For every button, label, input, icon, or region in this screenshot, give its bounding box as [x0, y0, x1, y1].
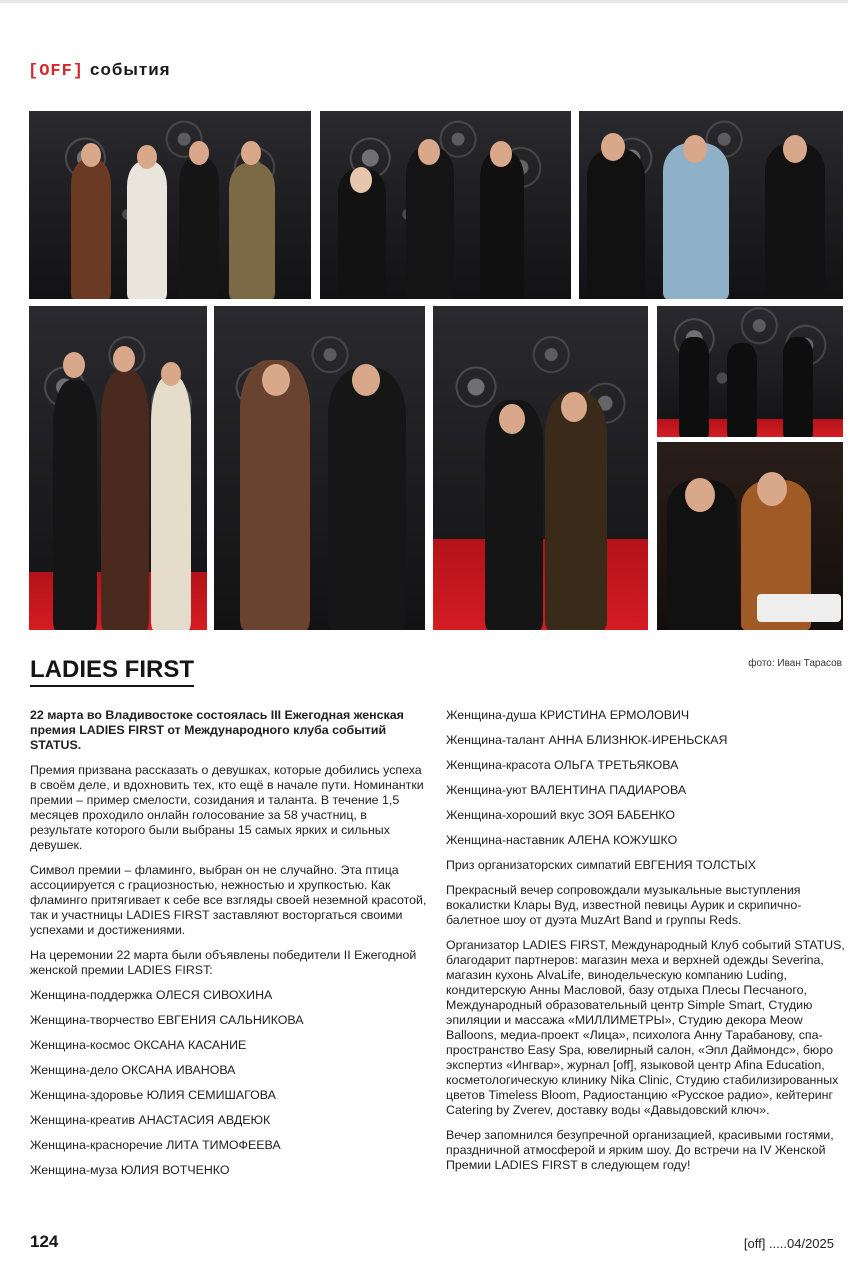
magazine-brand: [OFF] — [28, 62, 85, 81]
article-paragraph: Вечер запомнился безупречной организацией, красивыми гостями, праздничной атмосферой и ярким шоу. До встречи на IV Женской Премии LADIES FIRST в следующем году! — [446, 1128, 834, 1172]
photo-three-women-diploma — [29, 306, 207, 630]
section-header — [28, 60, 171, 81]
article-title: LADIES FIRST — [30, 656, 194, 687]
issue-label: [off] .....04/2025 — [743, 1236, 834, 1251]
page-number: 124 — [30, 1232, 59, 1251]
article-column-right — [446, 708, 846, 1183]
winner-item: Женщина-наставник АЛЕНА КОЖУШКО — [446, 833, 678, 847]
photo-flamingo-awards — [433, 306, 648, 630]
winner-item: Женщина-талант АННА БЛИЗНЮК-ИРЕНЬСКАЯ — [446, 733, 728, 747]
winner-item: Женщина-хороший вкус ЗОЯ БАБЕНКО — [446, 808, 676, 822]
article-column-left — [30, 708, 430, 1188]
photo-award-presenter — [579, 111, 843, 299]
winner-item: Женщина-уют ВАЛЕНТИНА ПАДИАРОВА — [446, 783, 687, 797]
winner-item: Женщина-дело ОКСАНА ИВАНОВА — [30, 1063, 236, 1077]
winner-item: Женщина-красноречие ЛИТА ТИМОФЕЕВА — [30, 1138, 281, 1152]
article-paragraph: Символ премии – фламинго, выбран он не случайно. Эта птица ассоциируется с грациозностью, нежностью и хрупкостью. Как фламинго притягивает к себе все взгляды своей неземной красотой, так и участницы LADIES FIRST заставляют восторгаться своими успехами и достижениями. — [30, 863, 427, 937]
article-lead: 22 марта во Владивостоке состоялась III Ежегодная женская премия LADIES FIRST от Международного клуба событий STATUS. — [30, 708, 404, 752]
winner-item: Женщина-муза ЮЛИЯ ВОТЧЕНКО — [30, 1163, 230, 1177]
article-paragraph: Премия призвана рассказать о девушках, которые добились успеха в своём деле, и вдохновить тех, кто ещё в начале пути. Номинантки премии – пример смелости, созидания и таланта. В течение 1,5 месяцев проходило онлайн голосование за 58 участниц, в результате которого были выбраны 15 самых ярких и сильных девушек. — [30, 763, 424, 852]
section-name: события — [90, 60, 171, 79]
photo-credit: фото: Иван Тарасов — [748, 658, 842, 669]
winner-item: Женщина-здоровье ЮЛИЯ СЕМИШАГОВА — [30, 1088, 276, 1102]
top-divider — [0, 0, 848, 3]
article-paragraph: Организатор LADIES FIRST, Международный Клуб событий STATUS, благодарит партнеров: магазин меха и верхней одежды Severina, магазин кухонь AlvaLife, винодельческую компанию Luding, кондитерскую Анны Масловой, базу отдыха Плесы Песчаного, Международный образовательный центр Simple Smart, Студию эпиляции и массажа «МИЛЛИМЕТРЫ», Студию декора Meow Balloons, медиа-проект «Лица», психолога Анну Тарабанову, спа-пространство Easy Spa, ювелирный салон, «Эпл Даймондс», бюро экспертиз «Ингвар», журнал [off], языковой центр Afina Education, косметологическую клинику Nika Clinic, Студию стабилизированных цветов Timeless Bloom, Радиостанцию «Русское радио», кейтеринг Catering by Zverev, доставку воды «Давыдовский ключ». — [446, 938, 845, 1117]
winner-item: Женщина-красота ОЛЬГА ТРЕТЬЯКОВА — [446, 758, 679, 772]
winner-item: Женщина-креатив АНАСТАСИЯ АВДЕЮК — [30, 1113, 271, 1127]
winner-item: Приз организаторских симпатий ЕВГЕНИЯ ТОЛСТЫХ — [446, 858, 756, 872]
photo-award-group-three — [320, 111, 571, 299]
photo-two-women — [214, 306, 425, 630]
photo-award-group-four — [29, 111, 311, 299]
winner-item: Женщина-космос ОКСАНА КАСАНИЕ — [30, 1038, 247, 1052]
winner-item: Женщина-творчество ЕВГЕНИЯ САЛЬНИКОВА — [30, 1013, 304, 1027]
winner-item: Женщина-поддержка ОЛЕСЯ СИВОХИНА — [30, 988, 273, 1002]
photo-guests-table — [657, 442, 843, 630]
article-paragraph: На церемонии 22 марта были объявлены победители II Ежегодной женской премии LADIES FIRST: — [30, 948, 417, 977]
winner-item: Женщина-душа КРИСТИНА ЕРМОЛОВИЧ — [446, 708, 690, 722]
photo-dance-show — [657, 306, 843, 437]
article-paragraph: Прекрасный вечер сопровождали музыкальные выступления вокалистки Клары Вуд, известной певицы Аурик и скрипично-балетное шоу от дуэта MuzArt Band и группы Reds. — [446, 883, 802, 927]
